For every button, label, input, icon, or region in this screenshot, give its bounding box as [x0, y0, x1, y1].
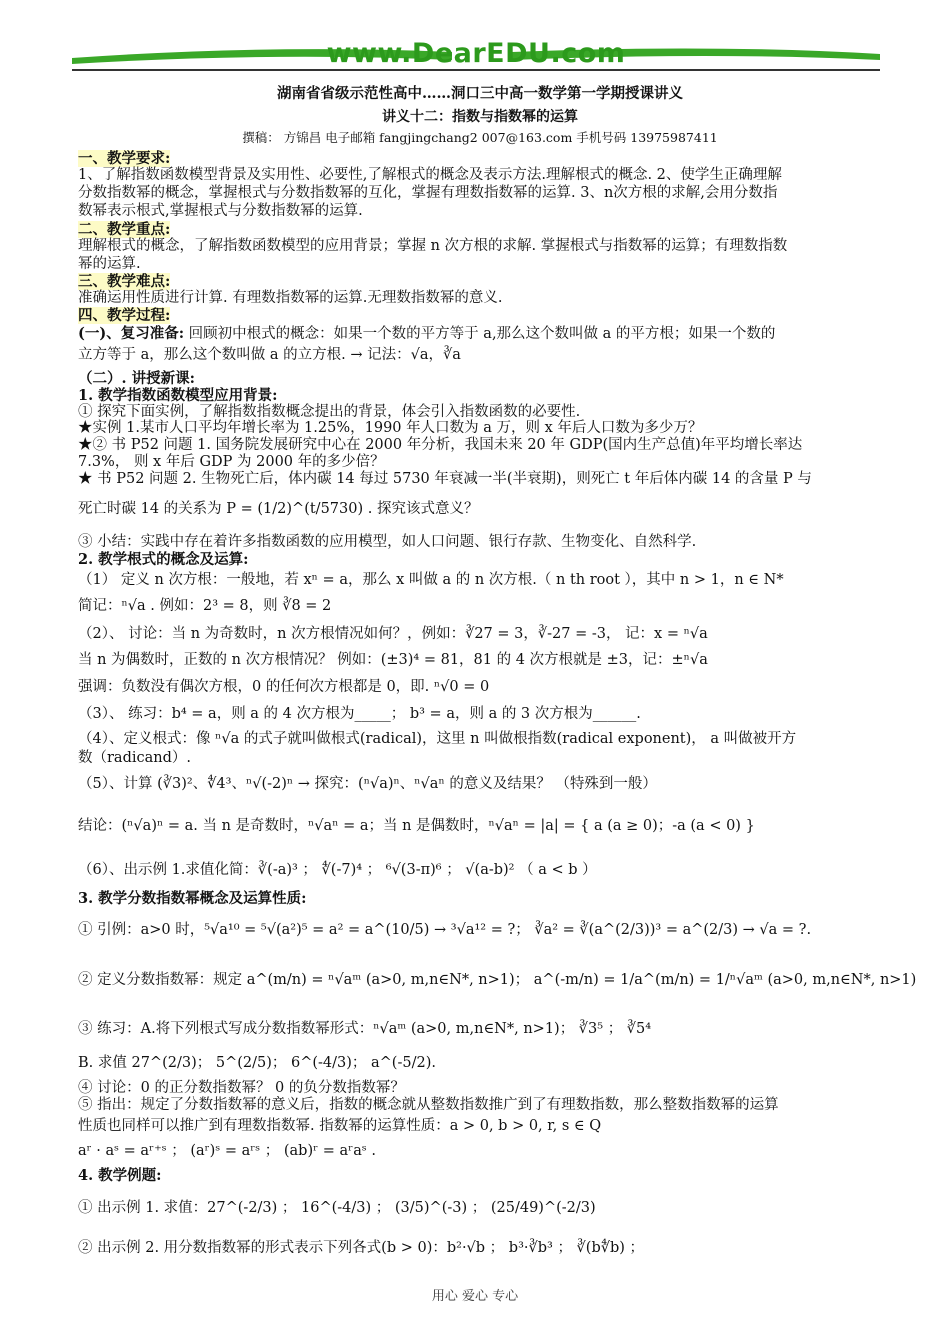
part-1-line-5: ★ 书 P52 问题 2. 生物死亡后，体内碳 14 每过 5730 年衰减一半(半衰期)，则死亡 t 年后体内碳 14 的含量 P 与 — [78, 471, 812, 487]
part-2-line-8: 数（radicand）. — [78, 750, 191, 766]
section-4-title: 四、教学过程: — [78, 307, 171, 324]
part-1-line-4: 7.3%， 则 x 年后 GDP 为 2000 年的多少倍？ — [78, 454, 385, 470]
review-line-1: (一)、复习准备: 回顾初中根式的概念：如果一个数的平方等于 a,那么这个数叫做 a 的平方根；如果一个数的 — [78, 325, 776, 342]
section-2-line-2: 幂的运算. — [78, 256, 141, 272]
part-2-line-3: （2）、 讨论：当 n 为奇数时，n 次方根情况如何？，例如：∛27 = 3，∛-27 = -3， 记：x = ⁿ√a — [78, 626, 708, 642]
part-3-line-2: ② 定义分数指数幂：规定 a^(m/n) = ⁿ√aᵐ (a>0, m,n∈N*, n>1)； a^(-m/n) = 1/a^(m/n) = 1/ⁿ√aᵐ (a>0, m,n∈N*, n>1) — [78, 972, 917, 988]
part-3-title: 3. 教学分数指数幂概念及运算性质: — [78, 890, 307, 907]
part-1-line-2: ★实例 1.某市人口平均年增长率为 1.25%，1990 年人口数为 a 万，则 x 年后人口数为多少万？ — [78, 420, 703, 436]
part-4-line-1: ① 出示例 1. 求值：27^(-2/3) ； 16^(-4/3) ； (3/5)^(-3) ； (25/49)^(-2/3) — [78, 1200, 596, 1216]
part-2-line-4: 当 n 为偶数时，正数的 n 次方根情况？ 例如：(±3)⁴ = 81，81 的 4 次方根就是 ±3，记：±ⁿ√a — [78, 652, 708, 668]
part-2-line-2: 简记：ⁿ√a . 例如：2³ = 8，则 ∛8 = 2 — [78, 598, 332, 614]
section-3-title: 三、教学难点: — [78, 273, 171, 290]
section-2-title: 二、教学重点: — [78, 221, 171, 238]
part-3-line-3: ③ 练习：A.将下列根式写成分数指数幂形式：ⁿ√aᵐ (a>0, m,n∈N*, n>1)； ∛3⁵ ； ∛5⁴ — [78, 1021, 652, 1037]
section-1-title: 一、教学要求: — [78, 150, 171, 167]
section-1-line-2: 分数指数幂的概念，掌握根式与分数指数幂的互化，掌握有理数指数幂的运算. 3、n次方根的求解,会用分数指 — [78, 185, 778, 201]
part-1-line-6: 死亡时碳 14 的关系为 P = (1/2)^(t/5730) . 探究该式意义？ — [78, 501, 479, 517]
site-logo-text: www.DearEDU.com — [326, 38, 626, 69]
lecture-title: 讲义十二：指数与指数幂的运算 — [382, 109, 578, 125]
part-3-line-5: ④ 讨论：0 的正分数指数幂？ 0 的负分数指数幂？ — [78, 1080, 405, 1096]
part-2-title: 2. 教学根式的概念及运算: — [78, 551, 249, 568]
part-1-title: 1. 教学指数函数模型应用背景: — [78, 387, 278, 404]
part-2-line-10: 结论：(ⁿ√a)ⁿ = a. 当 n 是奇数时，ⁿ√aⁿ = a；当 n 是偶数时，ⁿ√aⁿ = |a| = { a (a ≥ 0)；-a (a < 0) } — [78, 818, 755, 834]
part-1-line-3: ★② 书 P52 问题 1. 国务院发展研究中心在 2000 年分析，我国未来 20 年 GDP(国内生产总值)年平均增长率达 — [78, 437, 803, 453]
site-banner — [72, 38, 880, 72]
part-1-line-7: ③ 小结：实践中存在着许多指数函数的应用模型，如人口问题、银行存款、生物变化、自然科学. — [78, 534, 697, 550]
new-lesson-label: （二）. 讲授新课: — [78, 370, 195, 387]
part-2-line-5: 强调：负数没有偶次方根，0 的任何次方根都是 0，即. ⁿ√0 = 0 — [78, 679, 490, 695]
part-3-line-6: ⑤ 指出：规定了分数指数幂的意义后，指数的概念就从整数指数推广到了有理数指数，那么整数指数幂的运算 — [78, 1097, 779, 1113]
section-3-line-1: 准确运用性质进行计算. 有理数指数幂的运算.无理数指数幂的意义. — [78, 290, 503, 306]
part-1-line-1: ① 探究下面实例，了解指数指数概念提出的背景，体会引入指数函数的必要性. — [78, 404, 581, 420]
part-3-line-8: aʳ · aˢ = aʳ⁺ˢ ； (aʳ)ˢ = aʳˢ ； (ab)ʳ = aʳaˢ . — [78, 1143, 376, 1159]
part-2-line-7: （4）、定义根式：像 ⁿ√a 的式子就叫做根式(radical)，这里 n 叫做根指数(radical exponent)， a 叫做被开方 — [78, 731, 797, 747]
part-2-line-9: （5）、计算 (∛3)²、∜4³、ⁿ√(-2)ⁿ → 探究：(ⁿ√a)ⁿ、ⁿ√aⁿ 的意义及结果？ （特殊到一般） — [78, 776, 657, 792]
section-1-line-1: 1、了解指数函数模型背景及实用性、必要性,了解根式的概念及表示方法.理解根式的概念. 2、使学生正确理解 — [78, 167, 782, 183]
part-3-line-7: 性质也同样可以推广到有理数指数幂. 指数幂的运算性质：a > 0, b > 0, r, s ∈ Q — [78, 1118, 602, 1134]
part-2-line-1: （1） 定义 n 次方根：一般地，若 xⁿ = a，那么 x 叫做 a 的 n 次方根.（ n th root ），其中 n > 1，n ∈ N* — [78, 572, 784, 588]
part-3-line-4: B. 求值 27^(2/3)； 5^(2/5)； 6^(-4/3)； a^(-5/2). — [78, 1055, 436, 1071]
part-4-title: 4. 教学例题: — [78, 1167, 162, 1184]
review-line-2: 立方等于 a，那么这个数叫做 a 的立方根. → 记法：√a，∛a — [78, 347, 461, 363]
part-4-line-2: ② 出示例 2. 用分数指数幂的形式表示下列各式(b > 0)：b²·√b ； b³·∛b³ ； ∛(b∜b) ； — [78, 1240, 645, 1256]
part-2-line-6: （3）、 练习：b⁴ = a，则 a 的 4 次方根为_____； b³ = a，则 a 的 3 次方根为______. — [78, 706, 641, 722]
section-1-line-3: 数幂表示根式,掌握根式与分数指数幂的运算. — [78, 203, 363, 219]
review-label: (一)、复习准备: — [78, 325, 185, 342]
part-2-line-11: （6）、出示例 1.求值化简：∛(-a)³ ； ∜(-7)⁴ ； ⁶√(3-π)⁶ ； √(a-b)² （ a < b ） — [78, 862, 597, 878]
part-3-line-1: ① 引例：a>0 时，⁵√a¹⁰ = ⁵√(a²)⁵ = a² = a^(10/5) → ³√a¹² = ?； ∛a² = ∛(a^(2/3))³ = a^(2/3) → √a = ?. — [78, 922, 812, 938]
author-line: 撰稿： 方锦昌 电子邮箱 fangjingchang2 007@163.com 手机号码 13975987411 — [242, 130, 718, 145]
school-heading: 湖南省省级示范性高中……洞口三中高一数学第一学期授课讲义 — [277, 85, 683, 102]
footer-motto: 用心 爱心 专心 — [431, 1289, 519, 1304]
section-2-line-1: 理解根式的概念，了解指数函数模型的应用背景；掌握 n 次方根的求解. 掌握根式与指数幂的运算；有理数指数 — [78, 238, 788, 254]
